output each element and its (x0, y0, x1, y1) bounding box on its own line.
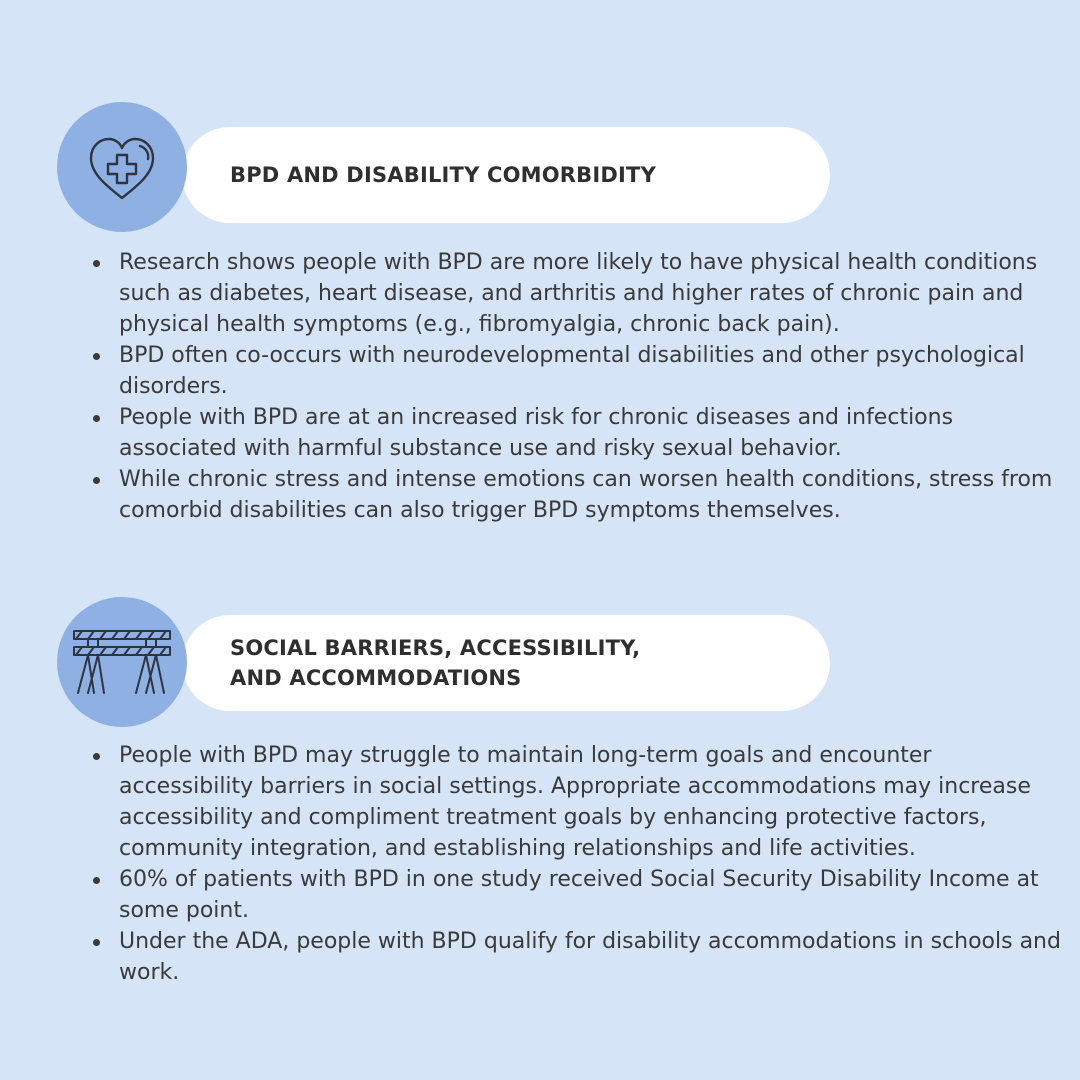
heart-medical-cross-icon (77, 122, 167, 212)
list-item: 60% of patients with BPD in one study received Social Security Disability Income at some point. (88, 864, 1063, 926)
section-title-line: SOCIAL BARRIERS, ACCESSIBILITY, (230, 636, 641, 660)
list-item: Research shows people with BPD are more likely to have physical health conditions such as diabetes, heart disease, and arthritis and higher rates of chronic pain and physical health symptoms (e.g., fibromyalgia, chronic back pain). (88, 247, 1063, 340)
list-item: Under the ADA, people with BPD qualify for disability accommodations in schools and work. (88, 926, 1063, 988)
section-header (0, 597, 1080, 707)
icon-circle (57, 102, 187, 232)
section-comorbidity (0, 102, 1080, 523)
section-social-barriers (0, 597, 1080, 985)
section-title-pill (182, 615, 830, 711)
road-barrier-icon (70, 627, 174, 697)
list-item: People with BPD are at an increased risk for chronic diseases and infections associated with harmful substance use and risky sexual behavior. (88, 402, 1063, 464)
section-title-line: AND ACCOMMODATIONS (230, 666, 522, 690)
section-title: BPD AND DISABILITY COMORBIDITY (230, 163, 656, 187)
list-item: BPD often co-occurs with neurodevelopmental disabilities and other psychological disorders. (88, 340, 1063, 402)
list-item: People with BPD may struggle to maintain long-term goals and encounter accessibility barriers in social settings. Appropriate accommodations may increase accessibility and compliment treatment goals by enhancing protective factors, community integration, and establishing relationships and life activities. (88, 740, 1063, 864)
list-item: While chronic stress and intense emotions can worsen health conditions, stress from comorbid disabilities can also trigger BPD symptoms themselves. (88, 464, 1063, 526)
bullet-list (88, 740, 1063, 988)
bullet-list (88, 247, 1063, 526)
section-header (0, 102, 1080, 212)
section-title (230, 633, 640, 693)
icon-circle (57, 597, 187, 727)
section-title-pill (182, 127, 830, 223)
